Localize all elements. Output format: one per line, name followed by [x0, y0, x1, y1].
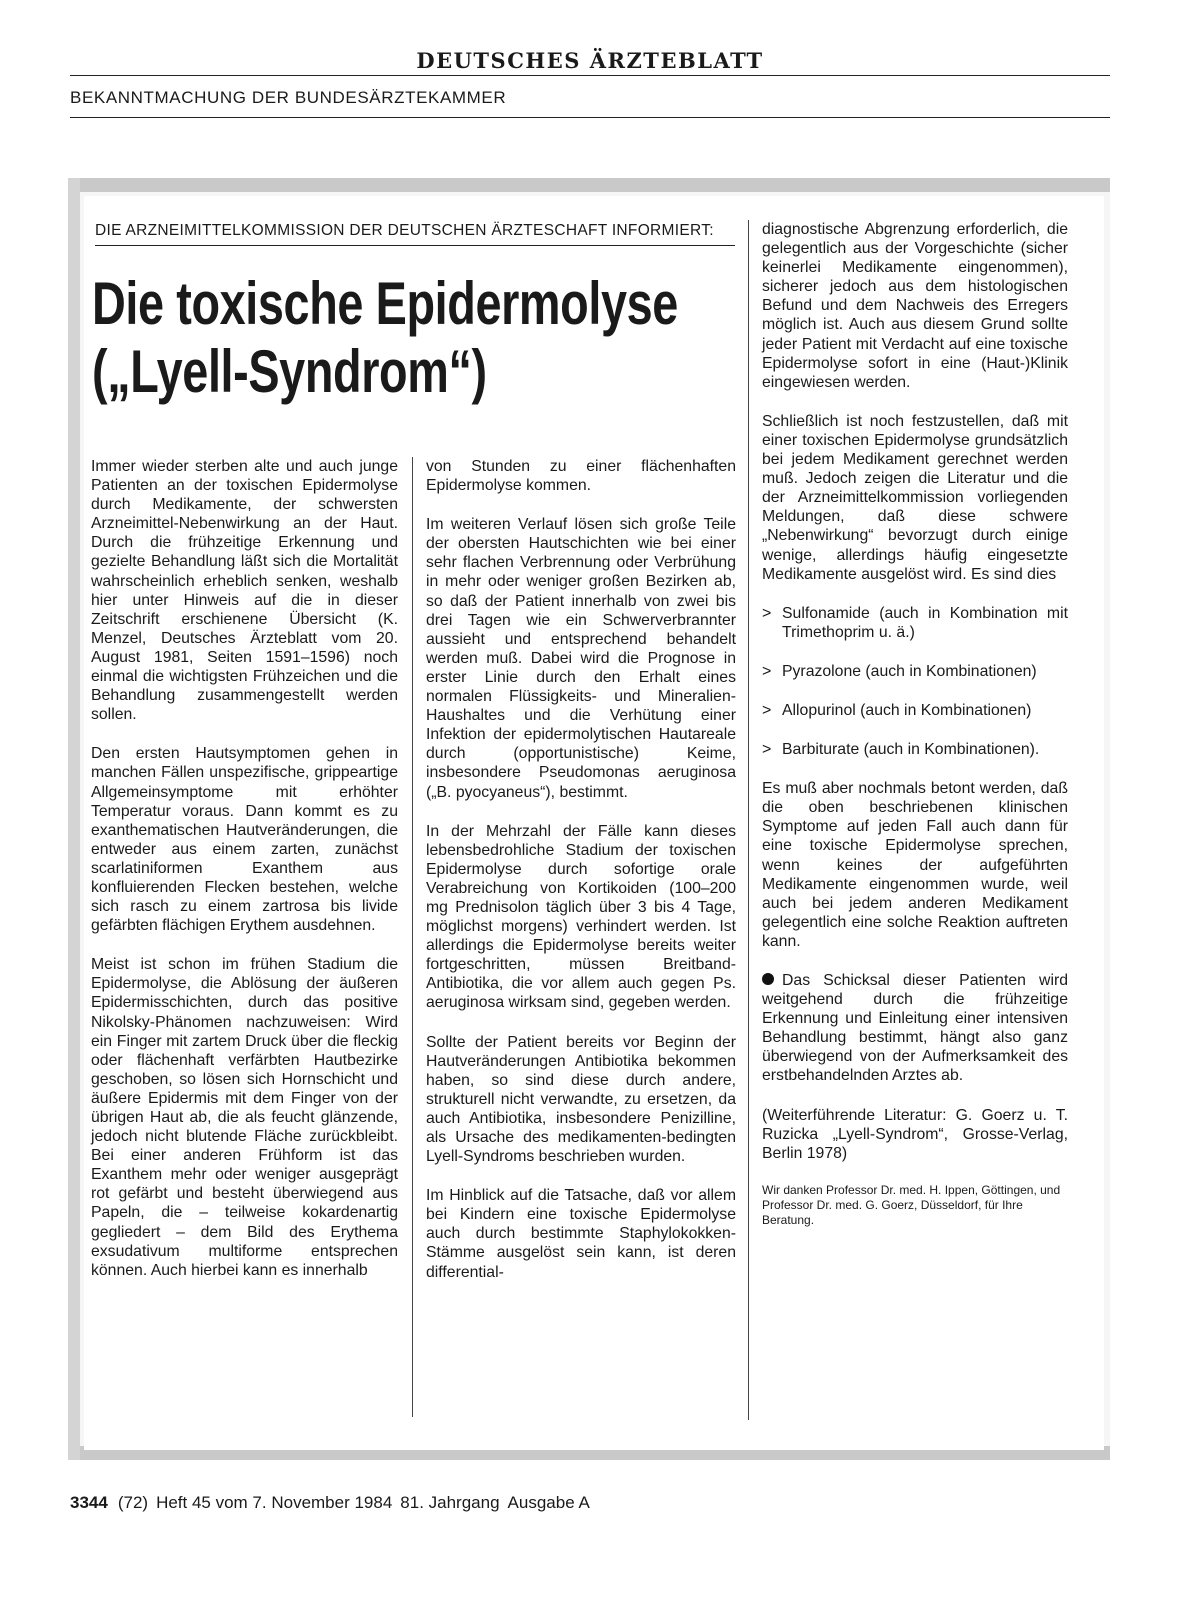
paragraph: Im weiteren Verlauf lösen sich große Teile der obersten Hautschichten wie bei einer sehr flachen Verbrennung oder Verbrühung in mehr oder weniger großen Bezirken ab, so daß der Patient innerhalb von zwei bis drei Tagen wie ein Schwerverbrannter aussieht und entsprechend behandelt werden muß. Dabei wird die Prognose in erster Linie durch den Erhalt eines normalen Flüssigkeits- und Mineralien-Haushaltes und die Verhütung einer Infektion der epidermolytischen Hautareale durch (opportunistische) Keime, insbesondere Pseudomonas aeruginosa („B. pyocyaneus“), bestimmt.: [426, 516, 736, 801]
article-title: [92, 270, 678, 406]
arrow-marker-icon: >: [762, 662, 772, 680]
bullet-dot-icon: [762, 973, 774, 985]
conclusion-text: Das Schicksal dieser Patienten wird weitgehend durch die frühzeitige Erkennung und Einleitung einer intensiven Behandlung bestimmt, hängt also ganz überwiegend von der Aufmerksamkeit des erstbehandelnden Arztes ab.: [762, 972, 1068, 1085]
drug-list-text: Barbiturate (auch in Kombinationen).: [782, 741, 1040, 759]
arrow-marker-icon: >: [762, 741, 772, 759]
masthead-rule: [70, 75, 1110, 76]
paragraph: Immer wieder sterben alte und auch junge Patienten an der toxischen Epidermolyse durch Medikamente, der schwersten Arzneimittel-Nebenwirkung an der Haut. Durch die frühzeitige Erkennung und gezielte Behandlung läßt sich die Mortalität wahrscheinlich erheblich senken, weshalb hier unter Hinweis auf die in dieser Zeitschrift erschienene Übersicht (K. Menzel, Deutsches Ärzteblatt vom 20. August 1981, Seiten 1591–1596) noch einmal die wichtigsten Frühzeichen und die Behandlung zusammengestellt werden sollen.: [91, 458, 398, 724]
paragraph: Den ersten Hautsymptomen gehen in manchen Fällen unspezifische, grippeartige Allgemeinsymptome mit erhöhter Temperatur voraus. Dann kommt es zu exanthematischen Hautveränderungen, die entweder aus einem zarten, zunächst scarlatiniformen Exanthem aus konfluierenden Flecken bestehen, welche sich rasch zu einem zartrosa bis livide gefärbten flächigen Erythem ausdehnen.: [91, 745, 398, 935]
arrow-marker-icon: >: [762, 604, 772, 622]
kicker-rule: [95, 245, 735, 246]
column-divider-1: [412, 457, 413, 1417]
volume-info: 81. Jahrgang: [400, 1493, 500, 1512]
drug-list-item: [762, 740, 1068, 759]
paragraph: Im Hinblick auf die Tatsache, daß vor allem bei Kindern eine toxische Epidermolyse auch durch bestimmte Staphylokokken-Stämme ausgelöst sein kann, ist deren differential-: [426, 1187, 736, 1281]
conclusion-paragraph: [762, 971, 1068, 1086]
issue-page: (72): [117, 1493, 149, 1512]
paragraph: Meist ist schon im frühen Stadium die Epidermolyse, die Ablösung der äußeren Epidermisschichten, durch das positive Nikolsky-Phänomen nachzuweisen: Wird ein Finger mit zartem Druck über die fleckig oder flächenhaft verfärbten Hautbezirke geschoben, so lösen sich Hornschicht und äußere Epidermis mit dem Finger von der übrigen Haut ab, die als feucht glänzende, jedoch nicht blutende Fläche zurückbleibt. Bei einer anderen Frühform ist das Exanthem mehr oder weniger ausgeprägt rot gefärbt und besteht überwiegend aus Papeln, die – teilweise kokardenartig gegliedert – dem Bild des Erythema exsudativum multiforme entsprechen können. Auch hierbei kann es innerhalb: [91, 956, 398, 1279]
drug-list-item: [762, 662, 1068, 681]
column-1: [91, 457, 398, 1300]
paragraph: Es muß aber nochmals betont werden, daß die oben beschriebenen klinischen Symptome auf jeden Fall auch dann für eine toxische Epidermolyse sprechen, wenn keines der aufgeführten Medikamente eingenommen wurde, weil auch bei jedem anderen Medikament gelegentlich eine solche Reaktion auftreten kann.: [762, 780, 1068, 950]
masthead: DEUTSCHES ÄRZTEBLATT: [416, 48, 764, 73]
literature-reference: (Weiterführende Literatur: G. Goerz u. T. Ruzicka „Lyell-Syndrom“, Grosse-Verlag, Berlin 1978): [762, 1106, 1068, 1162]
page-footer: [70, 1493, 598, 1513]
drug-list-item: [762, 701, 1068, 720]
paragraph: Sollte der Patient bereits vor Beginn der Hautveränderungen Antibiotika bekommen haben, so sind diese durch andere, strukturell nicht verwandte, zu ersetzen, da auch Antibiotika, insbesondere Penizilline, als Ursache des medikamenten-bedingten Lyell-Syndroms beschrieben wurden.: [426, 1033, 736, 1166]
acknowledgement: Wir danken Professor Dr. med. H. Ippen, Göttingen, und Professor Dr. med. G. Goerz, Düsseldorf, für Ihre Beratung.: [762, 1182, 1061, 1227]
paragraph: In der Mehrzahl der Fälle kann dieses lebensbedrohliche Stadium der toxischen Epidermolyse durch sofortige orale Verabreichung von Kortikoiden (100–200 mg Prednisolon täglich über 3 bis 4 Tage, möglichst morgens) verhindert werden. Ist allerdings die Epidermolyse bereits weiter fortgeschritten, müssen Breitband-Antibiotika, die vor allem auch gegen Ps. aeruginosa wirksam sind, gegeben werden.: [426, 822, 736, 1012]
page-number: 3344: [70, 1493, 108, 1512]
drug-list-text: Sulfonamide (auch in Kombination mit Trimethoprim u. ä.): [782, 604, 1068, 641]
arrow-marker-icon: >: [762, 701, 772, 719]
paragraph: diagnostische Abgrenzung erforderlich, die gelegentlich aus der Vorgeschichte (sicher keinerlei Medikamente eingenommen), sicherer jedoch aus dem histologischen Befund und dem Nachweis des Erregers möglich ist. Auch aus diesem Grund sollte jeder Patient mit Verdacht auf eine toxische Epidermolyse sofort in eine (Haut-)Klinik eingewiesen werden.: [762, 221, 1068, 391]
frame-top-border: [68, 178, 1110, 192]
drug-list-item: [762, 604, 1068, 642]
issue-info: Heft 45 vom 7. November 1984: [156, 1493, 393, 1512]
frame-left-border: [68, 178, 80, 1460]
column-divider-2: [748, 220, 749, 1420]
section-heading: BEKANNTMACHUNG DER BUNDESÄRZTEKAMMER: [70, 88, 507, 107]
title-line-2: („Lyell-Syndrom“): [92, 338, 487, 405]
paragraph: von Stunden zu einer flächenhaften Epidermolyse kommen.: [426, 458, 736, 495]
paragraph: Schließlich ist noch festzustellen, daß mit einer toxischen Epidermolyse grundsätzlich bei jedem Medikament gerechnet werden muß. Jedoch zeigen die Literatur und die der Arzneimittelkommission vorliegenden Meldungen, daß diese schwere „Nebenwirkung“ bevorzugt durch einige wenige, allerdings häufig eingesetzte Medikamente ausgelöst wird. Es sind dies: [762, 412, 1068, 583]
drug-list-text: Pyrazolone (auch in Kombinationen): [782, 662, 1037, 680]
edition-info: Ausgabe A: [507, 1493, 590, 1512]
drug-list-text: Allopurinol (auch in Kombinationen): [782, 701, 1032, 719]
column-2: [426, 457, 736, 1302]
column-3: [762, 220, 1068, 1228]
section-rule: [70, 117, 1110, 118]
article-kicker: DIE ARZNEIMITTELKOMMISSION DER DEUTSCHEN ÄRZTESCHAFT INFORMIERT:: [95, 222, 714, 239]
title-line-1: Die toxische Epidermolyse: [92, 270, 678, 337]
